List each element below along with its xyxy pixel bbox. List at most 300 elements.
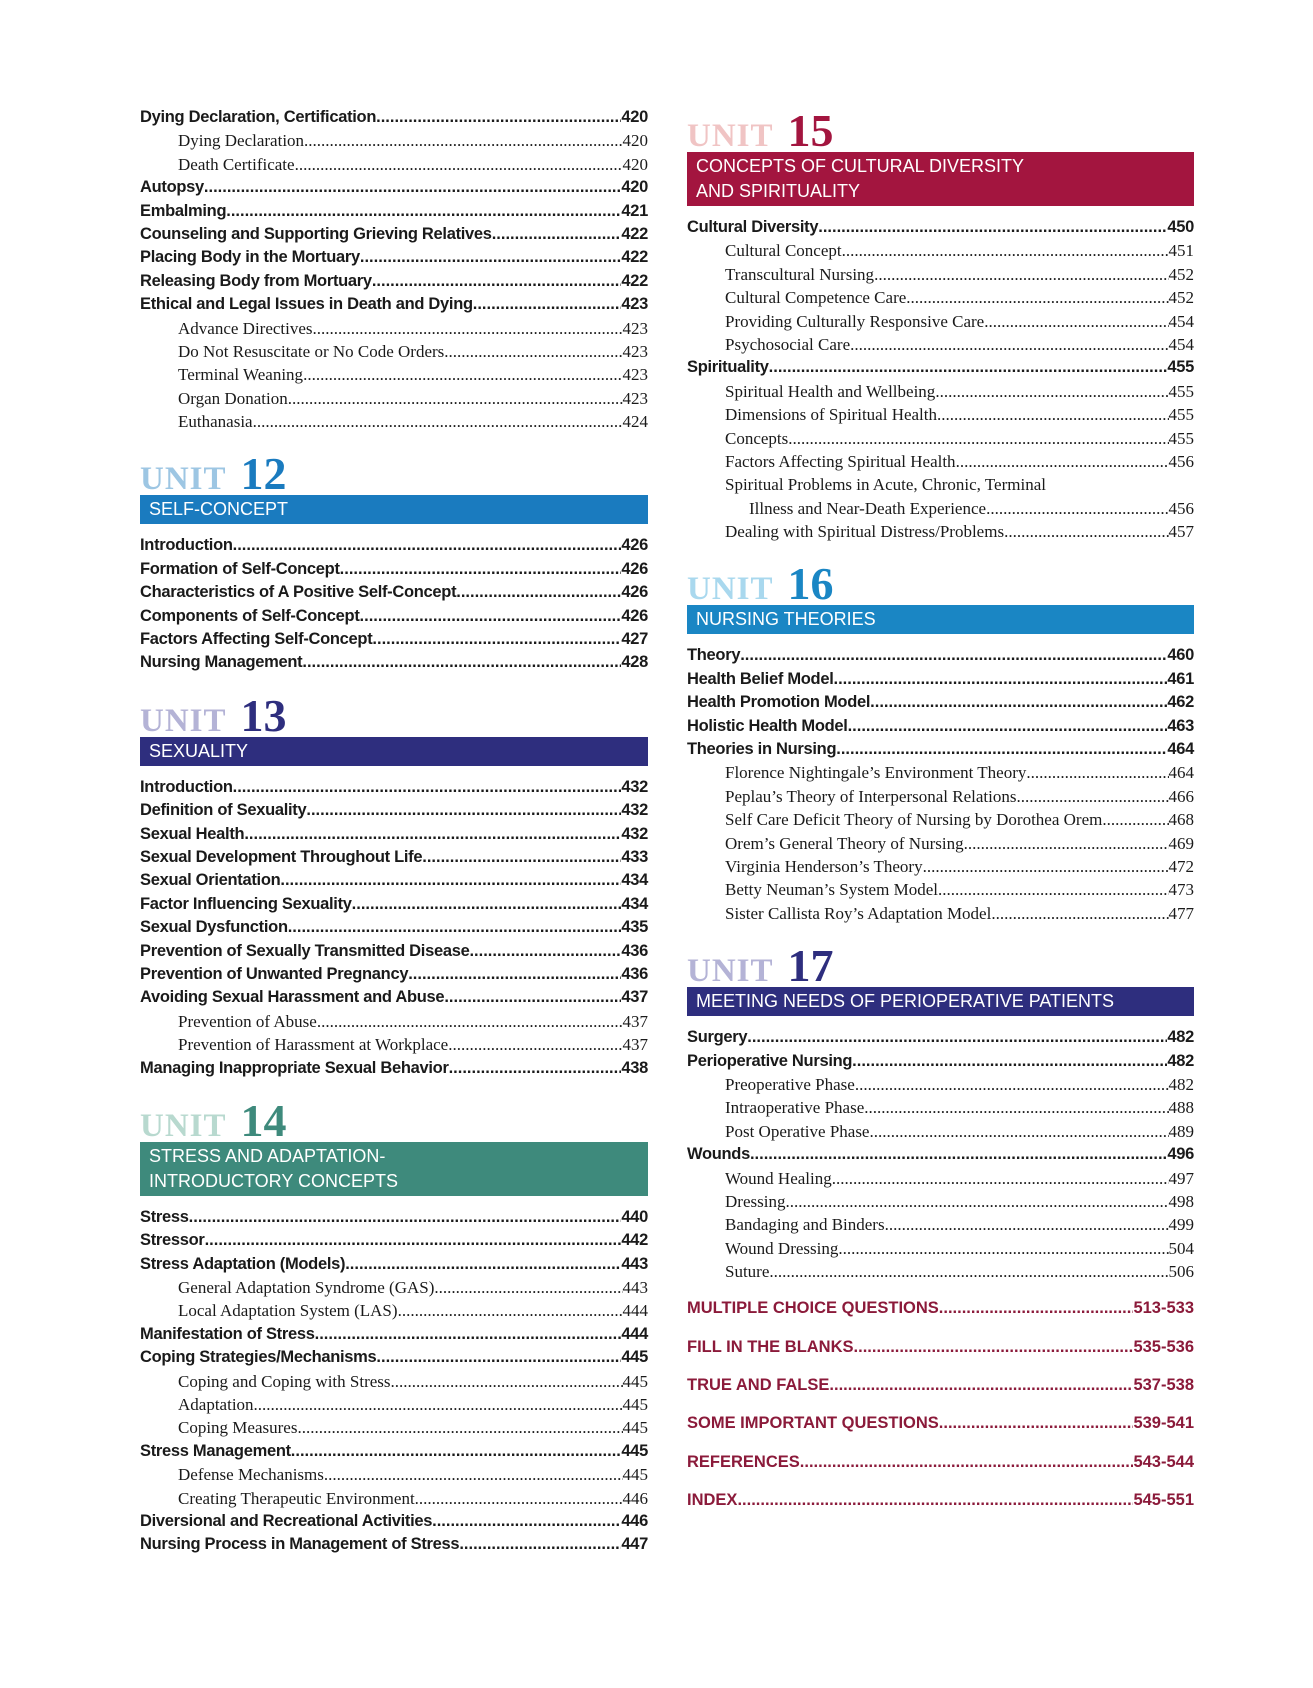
entry-page: 423 (622, 341, 648, 361)
dot-leader (372, 272, 622, 291)
entry-page: 436 (621, 941, 648, 960)
toc-entry (140, 1372, 648, 1395)
unit-section (140, 1094, 648, 1559)
unit-title-line: STRESS AND ADAPTATION- (149, 1145, 386, 1166)
dot-leader (376, 1348, 621, 1367)
entry-page: 456 (1168, 451, 1194, 471)
toc-entry (687, 1262, 1194, 1285)
toc-entry (687, 405, 1194, 428)
dot-leader (253, 412, 623, 432)
toc-entry (687, 1075, 1194, 1098)
unit-heading (140, 689, 648, 741)
toc-right-column (687, 105, 1194, 1529)
entry-page: 422 (621, 224, 648, 243)
toc-entry (687, 810, 1194, 833)
entry-page: 535-536 (1133, 1337, 1194, 1356)
entry-label: Surgery (687, 1028, 748, 1047)
toc-entry (140, 389, 648, 412)
dot-leader (864, 1098, 1168, 1118)
unit-title-line: MEETING NEEDS OF PERIOPERATIVE PATIENTS (696, 991, 1115, 1012)
toc-entry (140, 1012, 648, 1035)
dot-leader (459, 1535, 621, 1554)
entry-label: Local Adaptation System (LAS) (178, 1301, 398, 1321)
unit-title-line: SEXUALITY (149, 740, 249, 761)
dot-leader (852, 1052, 1167, 1071)
entry-page: 434 (621, 871, 648, 890)
entry-page: 426 (621, 559, 648, 578)
dot-leader (302, 653, 621, 672)
unit-number: 13 (240, 689, 287, 741)
entry-page: 482 (1168, 1074, 1194, 1094)
dot-leader (324, 1465, 623, 1485)
entry-page: 452 (1168, 288, 1194, 308)
entry-label: Placing Body in the Mortuary (140, 248, 360, 267)
unit-number: 16 (787, 558, 834, 610)
entry-page: 482 (1167, 1028, 1194, 1047)
dot-leader (449, 1059, 622, 1078)
entry-page: 488 (1168, 1098, 1194, 1118)
entry-page: 433 (621, 847, 648, 866)
entry-page: 423 (622, 318, 648, 338)
entry-page: 462 (1167, 693, 1194, 712)
unit-section (687, 104, 1194, 545)
dot-leader (391, 1372, 623, 1392)
dot-leader (956, 452, 1169, 472)
dot-leader (352, 895, 622, 914)
dot-leader (469, 942, 621, 961)
dot-leader (422, 848, 621, 867)
entry-label: Coping Measures (178, 1418, 298, 1438)
dot-leader (473, 295, 622, 314)
toc-entry (140, 965, 648, 988)
toc-entry (140, 1489, 648, 1512)
entry-label: Virginia Henderson’s Theory (725, 856, 923, 876)
toc-entry (140, 1325, 648, 1348)
entry-page: 464 (1167, 740, 1194, 759)
entry-page: 432 (621, 801, 648, 820)
toc-entry (687, 740, 1194, 763)
toc-entry (687, 499, 1194, 522)
dot-leader (1026, 763, 1168, 783)
toc-entry (140, 1512, 648, 1535)
unit-number: 15 (787, 105, 834, 156)
dot-leader (935, 382, 1168, 402)
toc-entry (687, 880, 1194, 903)
toc-entry (140, 607, 648, 630)
unit-title-bar (687, 987, 1194, 1016)
toc-entry (140, 1059, 648, 1082)
dot-leader (842, 241, 1169, 261)
dot-leader (204, 178, 621, 197)
entry-label: Prevention of Abuse (178, 1011, 317, 1031)
entry-page: 472 (1168, 856, 1194, 876)
dot-leader (986, 499, 1168, 519)
entry-page: 426 (621, 606, 648, 625)
entry-label: Wound Dressing (725, 1238, 839, 1258)
unit-word: UNIT (687, 571, 774, 608)
entry-page: 473 (1168, 880, 1194, 900)
entry-label: Wounds (687, 1145, 750, 1164)
entry-page: 445 (622, 1371, 648, 1391)
toc-entry (687, 1145, 1194, 1168)
entry-label: Counseling and Supporting Grieving Relatives (140, 224, 492, 243)
section-gap (687, 1285, 1194, 1299)
dot-leader (360, 607, 622, 626)
unit-title-line: NURSING THEORIES (696, 609, 876, 630)
unit-title-line: CONCEPTS OF CULTURAL DIVERSITY (696, 156, 1025, 176)
entry-page: 539-541 (1133, 1414, 1194, 1433)
toc-entry (140, 131, 648, 154)
entry-label: Health Belief Model (687, 669, 834, 688)
entry-page: 432 (621, 777, 648, 796)
entry-page: 482 (1167, 1051, 1194, 1070)
dot-leader (303, 365, 622, 385)
entry-label: Introduction (140, 777, 233, 796)
entry-page: 443 (621, 1254, 648, 1273)
entry-label: Post Operative Phase (725, 1121, 870, 1141)
toc-entry (687, 693, 1194, 716)
entry-label: Euthanasia (178, 412, 253, 432)
unit-heading (140, 447, 648, 500)
toc-entry (687, 1098, 1194, 1121)
entry-label: Orem’s General Theory of Nursing (725, 833, 964, 853)
dot-leader (850, 335, 1168, 355)
entry-label: Stress Adaptation (Models) (140, 1254, 346, 1273)
entry-label: Nursing Process in Management of Stress (140, 1535, 460, 1554)
entry-label: Perioperative Nursing (687, 1051, 853, 1070)
toc-entry (140, 918, 648, 941)
dot-leader (829, 1376, 1133, 1395)
entry-label: Preoperative Phase (725, 1074, 855, 1094)
toc-entry (687, 522, 1194, 545)
dot-leader (254, 1395, 623, 1415)
toc-entry (687, 241, 1194, 264)
entry-page: 456 (1168, 498, 1194, 518)
entry-label: Diversional and Recreational Activities (140, 1511, 433, 1530)
dot-leader (800, 1453, 1134, 1472)
dot-leader (747, 1028, 1167, 1047)
entry-page: 457 (1168, 522, 1194, 542)
entry-page: 444 (621, 1324, 648, 1343)
dot-leader (818, 218, 1167, 237)
unit-number: 12 (240, 448, 287, 500)
entry-page: 451 (1168, 241, 1194, 261)
entry-page: 461 (1167, 669, 1194, 688)
toc-entry (140, 342, 648, 365)
entry-page: 464 (1168, 763, 1194, 783)
toc-entry (140, 225, 648, 248)
unit-title-bar (140, 495, 648, 524)
entry-label: Do Not Resuscitate or No Code Orders (178, 341, 445, 361)
entry-label: Intraoperative Phase (725, 1098, 865, 1118)
entry-label: Holistic Health Model (687, 716, 848, 735)
entry-label: Characteristics of A Positive Self-Concept (140, 583, 457, 602)
toc-entry (140, 801, 648, 824)
entry-page: 420 (622, 154, 648, 174)
dot-leader (923, 857, 1169, 877)
entry-label: FILL IN THE BLANKS (687, 1337, 854, 1356)
toc-entry (687, 1491, 1194, 1529)
entry-label: Florence Nightingale’s Environment Theory (725, 763, 1027, 783)
dot-leader (854, 1338, 1134, 1357)
entry-page: 545-551 (1133, 1490, 1194, 1509)
dot-leader (938, 880, 1169, 900)
entry-label: Theories in Nursing (687, 740, 837, 759)
toc-entry (687, 218, 1194, 241)
entry-label: Peplau’s Theory of Interpersonal Relations (725, 786, 1017, 806)
entry-label: Formation of Self-Concept (140, 559, 340, 578)
toc-entry (687, 1299, 1194, 1337)
dot-leader (838, 1239, 1168, 1259)
entry-label: Spiritual Health and Wellbeing (725, 381, 936, 401)
dot-leader (372, 630, 621, 649)
unit-title-bar (140, 737, 648, 766)
entry-label: Sister Callista Roy’s Adaptation Model (725, 903, 992, 923)
toc-entry (140, 365, 648, 388)
dot-leader (288, 389, 623, 409)
dot-leader (740, 646, 1167, 665)
entry-label: Dealing with Spiritual Distress/Problems (725, 522, 1005, 542)
entry-page: 445 (622, 1418, 648, 1438)
entry-page: 537-538 (1133, 1376, 1194, 1395)
toc-entry (140, 825, 648, 848)
dot-leader (906, 288, 1168, 308)
entry-page: 440 (621, 1207, 648, 1226)
entry-label: Illness and Near-Death Experience (749, 498, 987, 518)
entry-label: Advance Directives (178, 318, 313, 338)
entry-page: 469 (1168, 833, 1194, 853)
dot-leader (769, 358, 1168, 377)
entry-label: Dying Declaration, Certification (140, 108, 377, 126)
unit-section (687, 557, 1194, 927)
entry-label: Bandaging and Binders (725, 1215, 885, 1235)
entry-label: Sexual Health (140, 824, 245, 843)
entry-label: Death Certificate (178, 154, 295, 174)
dot-leader (434, 1278, 622, 1298)
dot-leader (769, 1262, 1168, 1282)
unit-word: UNIT (140, 702, 227, 739)
entry-label: Theory (687, 646, 741, 665)
toc-entry (687, 1028, 1194, 1051)
toc-entry (687, 1169, 1194, 1192)
unit-title-bar (687, 605, 1194, 634)
dot-leader (313, 319, 623, 339)
entry-label: Suture (725, 1262, 770, 1282)
entry-page: 423 (622, 388, 648, 408)
entry-page: 423 (621, 295, 648, 314)
dot-leader (280, 871, 621, 890)
entry-label: Prevention of Sexually Transmitted Disease (140, 941, 470, 960)
entry-page: 426 (621, 536, 648, 555)
entry-page: 455 (1168, 405, 1194, 425)
toc-entry (140, 988, 648, 1011)
toc-entry (140, 178, 648, 201)
toc-entry (687, 265, 1194, 288)
entry-label: Terminal Weaning (178, 365, 304, 385)
entry-page: 463 (1167, 716, 1194, 735)
entry-label: Factors Affecting Self-Concept (140, 630, 373, 649)
unit-word: UNIT (140, 1107, 227, 1144)
toc-entry (140, 848, 648, 871)
dot-leader (291, 1442, 622, 1461)
entry-page: 422 (621, 248, 648, 267)
dot-leader (297, 1418, 622, 1438)
entry-label: Psychosocial Care (725, 334, 851, 354)
dot-leader (834, 670, 1168, 689)
dot-leader (939, 1414, 1134, 1433)
toc-entry (140, 583, 648, 606)
toc-entry (687, 382, 1194, 405)
toc-entry (140, 1231, 648, 1254)
dot-leader (205, 1231, 622, 1250)
dot-leader (444, 988, 621, 1007)
dot-leader (189, 1208, 622, 1227)
entry-page: 455 (1168, 381, 1194, 401)
dot-leader (984, 312, 1168, 332)
entry-label: Sexual Dysfunction (140, 918, 288, 937)
entry-label: Manifestation of Stress (140, 1324, 315, 1343)
dot-leader (788, 429, 1168, 449)
toc-entry (687, 717, 1194, 740)
entry-page: 442 (621, 1231, 648, 1250)
entry-label: Dressing (725, 1191, 786, 1211)
dot-leader (1004, 522, 1168, 542)
entry-label: Self Care Deficit Theory of Nursing by Dorothea Orem (725, 810, 1103, 830)
unit-word: UNIT (140, 461, 227, 498)
entry-page: 513-533 (1133, 1299, 1194, 1318)
dot-leader (408, 965, 621, 984)
entry-label: Cultural Competence Care (725, 288, 907, 308)
entry-label: Factors Affecting Spiritual Health (725, 451, 956, 471)
entry-page: 468 (1168, 810, 1194, 830)
entry-page: 436 (621, 964, 648, 983)
entry-label: Wound Healing (725, 1168, 832, 1188)
entry-label: Providing Culturally Responsive Care (725, 311, 985, 331)
toc-entry (687, 429, 1194, 452)
entry-label: Autopsy (140, 178, 204, 197)
entry-page: 489 (1168, 1121, 1194, 1141)
entry-label: Coping Strategies/Mechanisms (140, 1348, 377, 1367)
entry-page: 435 (621, 918, 648, 937)
toc-entry (140, 248, 648, 271)
toc-entry (140, 155, 648, 178)
toc-entry (687, 288, 1194, 311)
entry-page: 446 (622, 1488, 648, 1508)
dot-leader (233, 536, 622, 555)
toc-entry (687, 1122, 1194, 1145)
entry-page: 445 (622, 1465, 648, 1485)
toc-entry (687, 1215, 1194, 1238)
unit-word: UNIT (687, 953, 774, 990)
entry-label: INDEX (687, 1490, 738, 1509)
entry-label: Avoiding Sexual Harassment and Abuse (140, 988, 445, 1007)
toc-entry (140, 871, 648, 894)
entry-label: TRUE AND FALSE (687, 1376, 830, 1395)
toc-entry (140, 319, 648, 342)
entry-page: 423 (622, 365, 648, 385)
entry-label: Adaptation (178, 1395, 254, 1415)
toc-entry (687, 857, 1194, 880)
dot-leader (937, 405, 1168, 425)
dot-leader (1016, 787, 1168, 807)
entry-page: 426 (621, 583, 648, 602)
entry-label: Organ Donation (178, 388, 288, 408)
entry-page: 420 (622, 131, 648, 151)
toc-entry (140, 778, 648, 801)
toc-entry (687, 646, 1194, 669)
toc-entry (140, 1348, 648, 1371)
dot-leader (304, 131, 622, 151)
dot-leader (398, 1301, 623, 1321)
toc-entry (687, 834, 1194, 857)
toc-entry (140, 653, 648, 676)
entry-label: MULTIPLE CHOICE QUESTIONS (687, 1299, 939, 1318)
entry-page: 452 (1168, 264, 1194, 284)
toc-entry (687, 1453, 1194, 1491)
entry-page: 446 (621, 1511, 648, 1530)
entry-page: 466 (1168, 786, 1194, 806)
entry-label: Sexual Orientation (140, 871, 281, 890)
dot-leader (317, 1012, 623, 1032)
entry-label: Stress (140, 1207, 189, 1226)
entry-label: Cultural Concept (725, 241, 842, 261)
toc-entry (687, 1239, 1194, 1262)
toc-entry (140, 536, 648, 559)
entry-page: 460 (1167, 646, 1194, 665)
toc-entry (687, 1052, 1194, 1075)
unit-title-bar (140, 1142, 648, 1196)
dot-leader (295, 155, 623, 175)
unit-heading (140, 1094, 648, 1146)
entry-page: 434 (621, 894, 648, 913)
entry-label: Components of Self-Concept (140, 606, 360, 625)
entry-label: REFERENCES (687, 1452, 800, 1471)
toc-entry (140, 412, 648, 435)
dot-leader (306, 801, 621, 820)
entry-label: Defense Mechanisms (178, 1465, 324, 1485)
entry-label: Releasing Body from Mortuary (140, 271, 372, 290)
toc-entry (140, 942, 648, 965)
toc-entry (687, 1414, 1194, 1452)
entry-label: General Adaptation Syndrome (GAS) (178, 1278, 435, 1298)
entry-label: Cultural Diversity (687, 218, 819, 236)
entry-page: 438 (621, 1058, 648, 1077)
entry-page: 422 (621, 271, 648, 290)
dot-leader (1102, 810, 1168, 830)
toc-entry (140, 560, 648, 583)
entry-page: 455 (1168, 428, 1194, 448)
entry-page: 443 (622, 1278, 648, 1298)
dot-leader (737, 1491, 1133, 1510)
entry-label: Coping and Coping with Stress (178, 1371, 391, 1391)
dot-leader (869, 1122, 1168, 1142)
dot-leader (939, 1299, 1134, 1318)
entry-page: 432 (621, 824, 648, 843)
entry-page: 477 (1168, 903, 1194, 923)
unit-word: UNIT (687, 118, 774, 154)
toc-entry (140, 1418, 648, 1441)
entry-label: Stress Management (140, 1441, 291, 1460)
dot-leader (345, 1255, 621, 1274)
toc-entry (140, 202, 648, 225)
toc-entry (140, 1395, 648, 1418)
toc-left-column (140, 108, 648, 1559)
entry-label: Transcultural Nursing (725, 264, 875, 284)
entry-page: 447 (621, 1535, 648, 1554)
entry-label: Dying Declaration (178, 131, 305, 151)
toc-entry (140, 1301, 648, 1324)
entry-page: 454 (1168, 334, 1194, 354)
